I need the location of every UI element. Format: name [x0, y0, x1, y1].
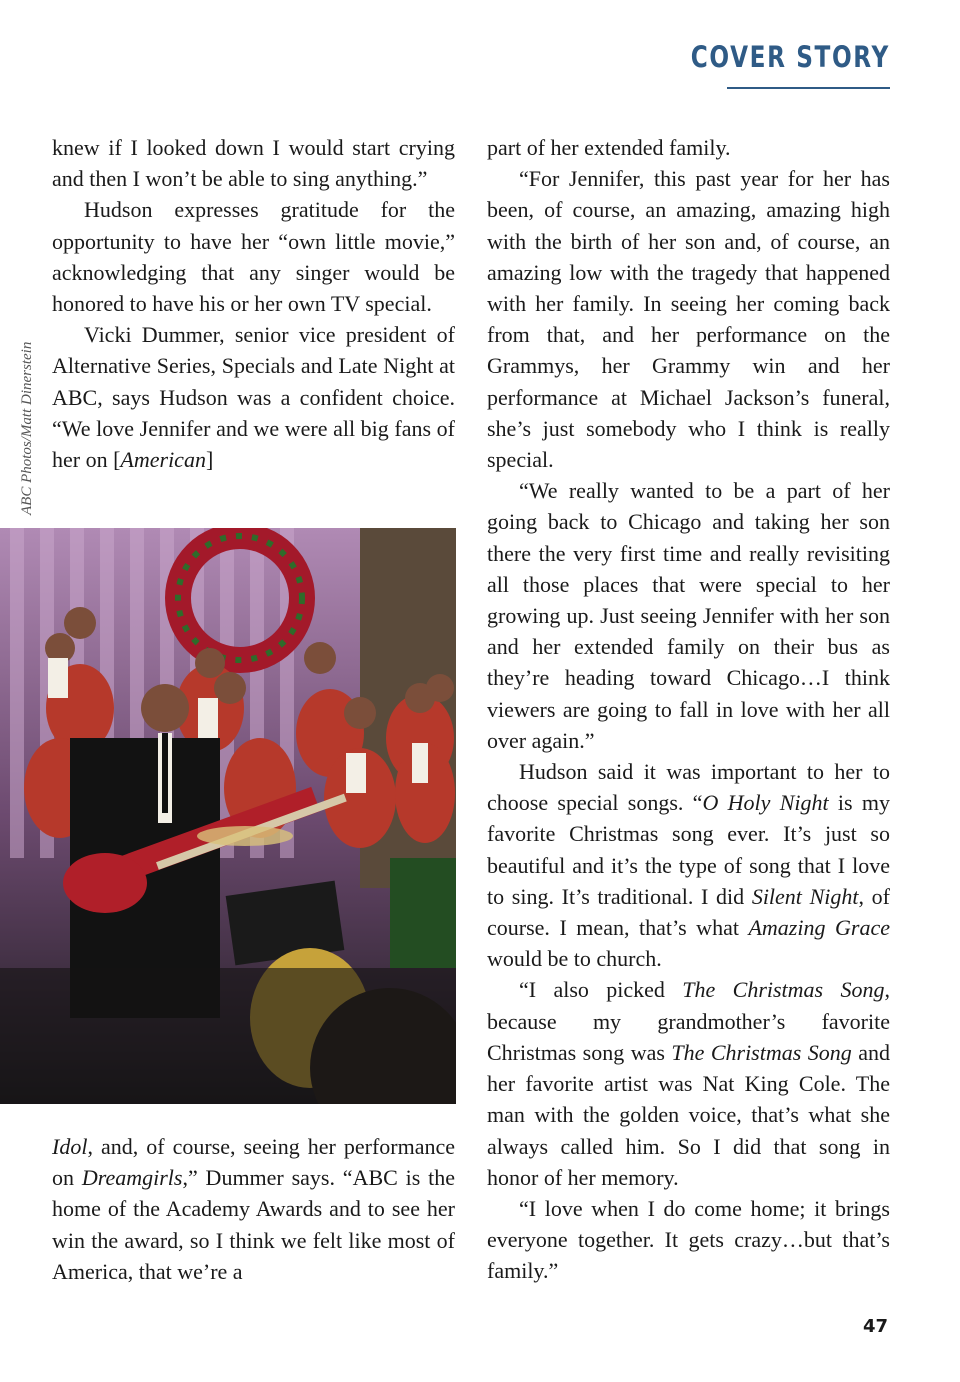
show-title: American [120, 447, 206, 473]
text-run: , because my grandmother’s favorite Christmas song was [487, 977, 890, 1065]
text-run: “I also picked [519, 977, 683, 1003]
paragraph: Hudson expresses gratitude for the opportunity to have her “own little movie,” acknowledging that any singer would be honored to have his or her own TV special. [52, 197, 455, 317]
paragraph [487, 756, 890, 974]
text-run: Hudson said it was important to her to choose special songs. “ [487, 759, 890, 816]
song-title: O Holy Night [702, 790, 829, 816]
show-title: Idol [52, 1134, 88, 1159]
paragraph: “I love when I do come home; it brings everyone together. It gets crazy…but that’s family.” [487, 1195, 890, 1284]
paragraph [52, 319, 455, 475]
text-run: Vicki Dummer, senior vice president of Alternative Series, Specials and Late Night at ABC, says Hudson was a confident choice. “We love Jennifer and we were all big fans of her on [ [52, 322, 455, 473]
concert-photo [0, 528, 456, 1104]
concert-photo-illustration [0, 528, 456, 1104]
text-run: , and, of course, seeing her performance on [52, 1134, 455, 1191]
song-title: Silent Night [751, 883, 859, 909]
song-title: The Christmas Song [671, 1039, 852, 1065]
text-run: , of course. I mean, that’s what [487, 883, 891, 941]
paragraph: “For Jennifer, this past year for her has been, of course, an amazing, amazing high with the birth of her son and, of course, an amazing low with the tragedy that happened with her family. In seeing her coming back from that, and her performance on the Grammys, her Grammy win and her performance at Michael Jackson’s funeral, she’s just somebody who I think is really special. [487, 166, 890, 473]
left-column-top [52, 132, 455, 512]
paragraph: knew if I looked down I would start crying and then I won’t be able to sing anything.” [52, 135, 455, 192]
paragraph [52, 1131, 455, 1287]
section-rule [727, 87, 890, 89]
song-title: The Christmas Song [682, 977, 885, 1003]
song-title: Amazing Grace [748, 915, 890, 941]
film-title: Dreamgirls [81, 1165, 183, 1191]
page-number: 47 [862, 1316, 888, 1337]
text-run: is my favorite Christmas song ever. It’s just so beautiful and it’s the type of song that I love to sing. It’s traditional. I did [487, 790, 890, 909]
text-run: and her favorite artist was Nat King Cole. The man with the golden voice, that’s what she always called him. So I did that song in honor of her memory. [487, 1039, 890, 1190]
paragraph: part of her extended family. [487, 135, 731, 160]
section-title: COVER STORY [690, 40, 890, 74]
right-column [487, 132, 890, 1302]
text-run: would be to church. [487, 946, 662, 972]
text-run: ,” Dummer says. “ABC is the home of the Academy Awards and to see her win the award, so I think we felt like most of America, that we’re a [52, 1165, 456, 1284]
text-run: ] [205, 447, 214, 473]
photo-credit: ABC Photos/Matt Dinerstein [19, 341, 35, 515]
paragraph [487, 974, 890, 1192]
left-column-bottom [52, 1131, 455, 1291]
paragraph: “We really wanted to be a part of her going back to Chicago and taking her son there the very first time and really revisiting all those places that were special to her growing up. Just seeing Jennifer with her son and her extended family on their bus as they’re heading toward Chicago…I think viewers are going to fall in love with her all over again.” [487, 478, 890, 753]
